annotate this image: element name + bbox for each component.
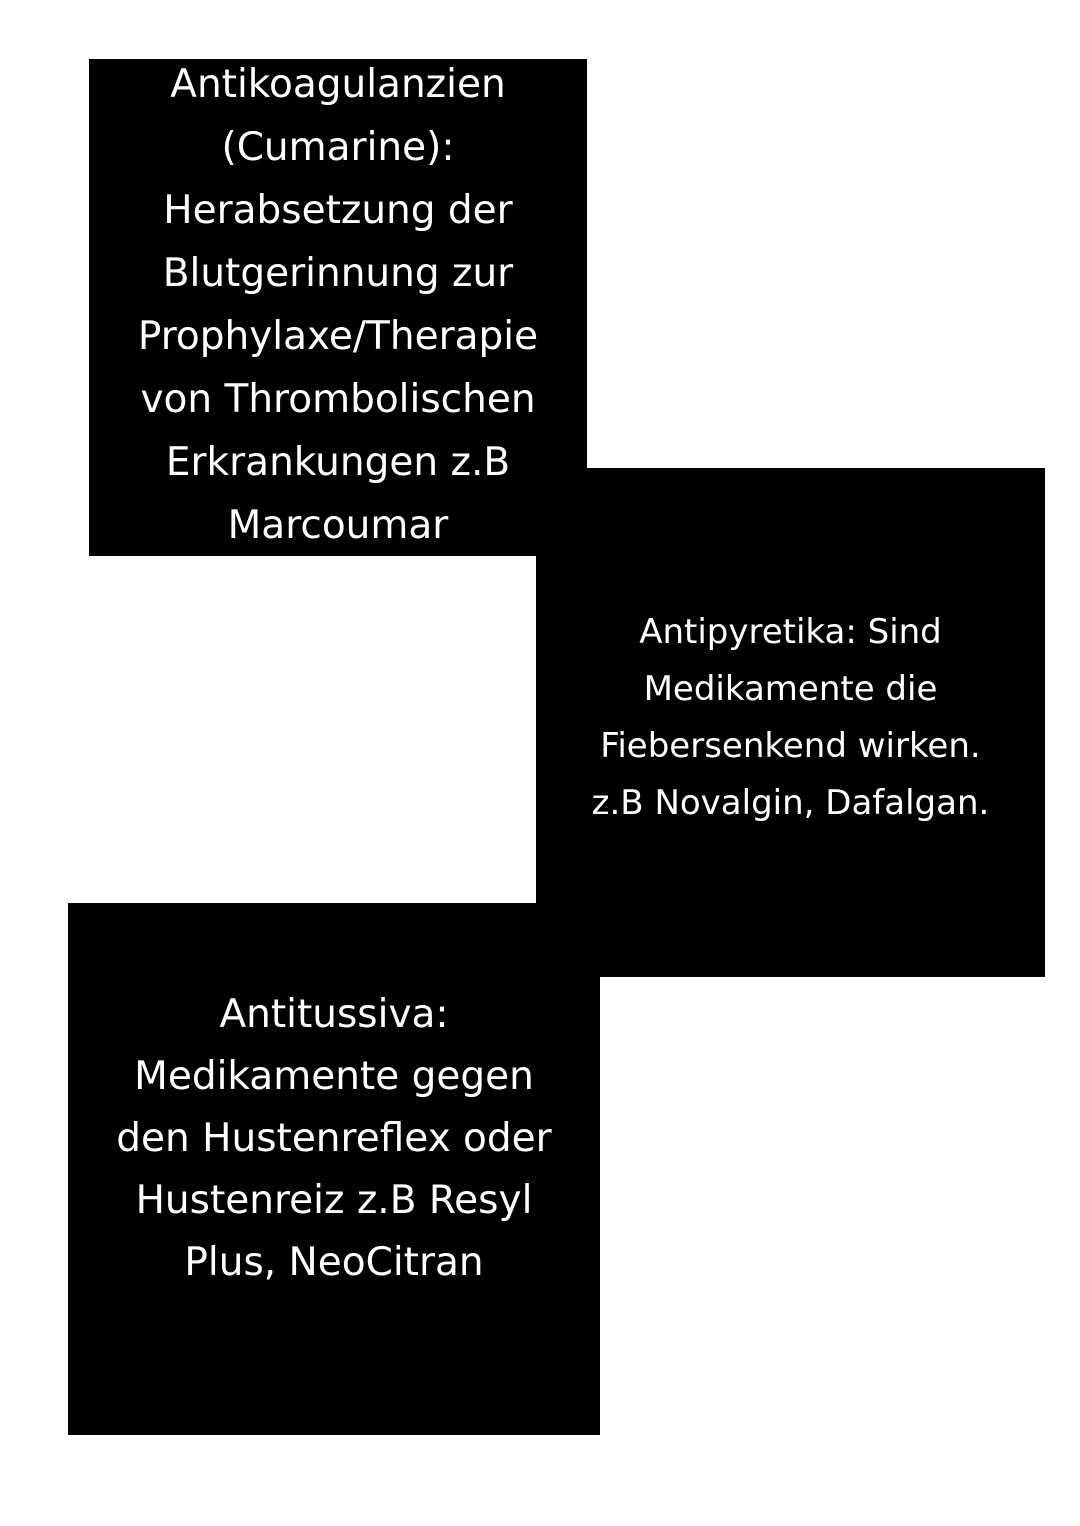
card-line: Fiebersenkend wirken. <box>600 725 981 766</box>
card-line: Antipyretika: Sind <box>639 611 942 652</box>
card-line: Blutgerinnung zur <box>162 250 514 296</box>
card-line: Prophylaxe/Therapie <box>137 313 539 359</box>
card-line: Herabsetzung der <box>163 187 513 233</box>
card-line: Medikamente die <box>643 668 938 709</box>
card-line: Medikamente gegen <box>134 1054 534 1099</box>
card-line: von Thrombolischen <box>140 376 536 422</box>
card-line: Marcoumar <box>227 502 449 548</box>
card-text <box>592 604 990 832</box>
card-line: Antikoagulanzien <box>170 61 506 107</box>
card-text <box>138 53 538 557</box>
card-line: den Hustenreflex oder <box>116 1116 552 1161</box>
card-line: Erkrankungen z.B <box>165 439 511 485</box>
card-antitussiva <box>68 903 600 1435</box>
card-line: (Cumarine): <box>221 124 455 170</box>
card-line: Plus, NeoCitran <box>184 1240 484 1285</box>
card-line: Antitussiva: <box>219 992 449 1037</box>
card-line: z.B Novalgin, Dafalgan. <box>591 782 990 823</box>
card-antipyretika <box>536 468 1045 977</box>
card-line: Hustenreiz z.B Resyl <box>135 1178 533 1223</box>
card-text <box>116 984 551 1294</box>
card-antikoagulanzien <box>89 59 587 556</box>
